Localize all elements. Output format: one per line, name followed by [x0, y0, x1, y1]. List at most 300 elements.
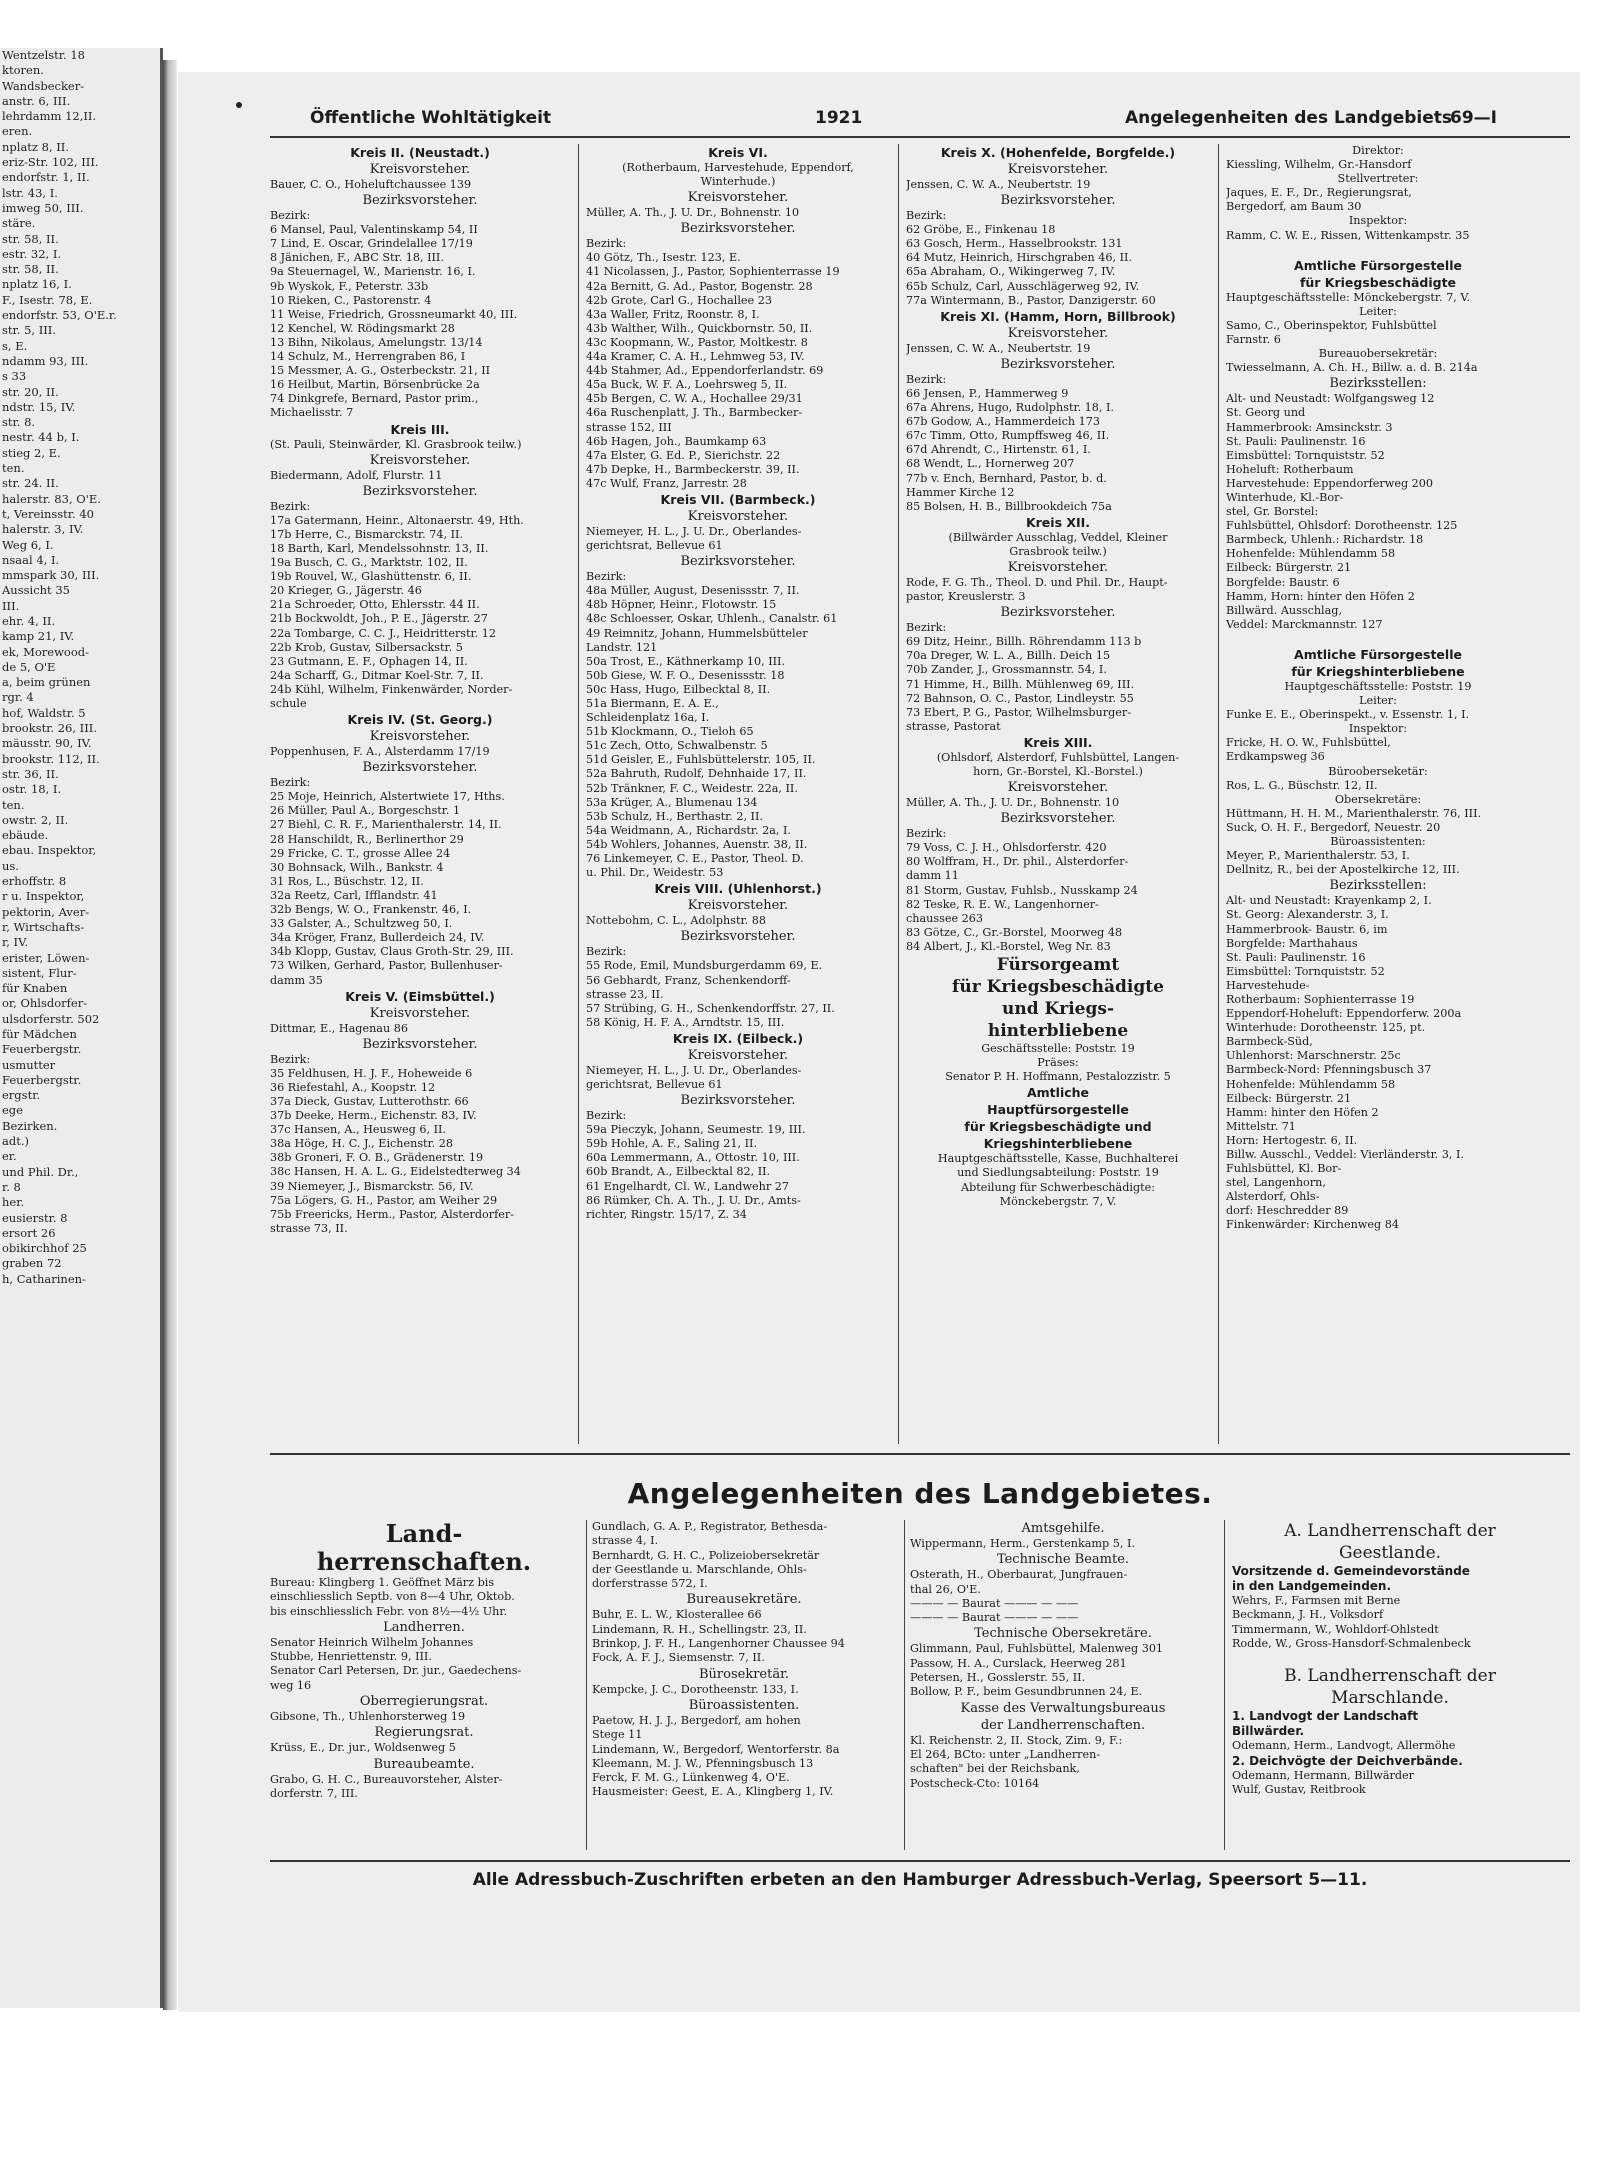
entry-line: Büroassistenten:	[1330, 835, 1426, 849]
entry-line: 17a Gatermann, Heinr., Altonaerstr. 49, Hth.	[270, 513, 524, 527]
prev-page-line: her.	[2, 1195, 25, 1210]
entry-line	[1226, 243, 1530, 257]
entry-line: Meyer, P., Marienthalerstr. 53, I.	[1226, 849, 1410, 863]
entry-line: ——— — Baurat ——— — ——	[910, 1596, 1079, 1610]
entry-line: 39 Niemeyer, J., Bismarckstr. 56, IV.	[270, 1179, 474, 1193]
section-heading: Amtliche Fürsorgestelle	[1294, 647, 1462, 662]
column-3	[906, 144, 1210, 1444]
entry-line: Bezirk:	[906, 209, 947, 223]
subheading: Bürosekretär.	[698, 1666, 789, 1682]
entry-line: 76 Linkemeyer, C. E., Pastor, Theol. D.	[586, 852, 804, 866]
entry-line: 51b Klockmann, O., Tieloh 65	[586, 725, 754, 739]
prev-page-line: ehr. 4, II.	[2, 613, 56, 628]
section-heading: Kriegshinterbliebene	[983, 1136, 1133, 1152]
entry-line: Senator Carl Petersen, Dr. jur., Gaedechens-	[270, 1664, 522, 1678]
prev-page-line: nplatz 8, II.	[2, 139, 70, 154]
entry-line: Bureauobersekretär:	[1318, 347, 1438, 361]
prev-page-line: or, Ohlsdorfer-	[2, 996, 88, 1011]
entry-line: 9a Steuernagel, W., Marienstr. 16, I.	[270, 265, 476, 279]
running-head-right: Angelegenheiten des Landgebiets	[1125, 108, 1453, 128]
entry-line: Fricke, H. O. W., Fuhlsbüttel,	[1226, 736, 1391, 750]
prev-page-line: str. 58, II.	[2, 231, 59, 246]
entry-line: 44a Kramer, C. A. H., Lehmweg 53, IV.	[586, 350, 805, 364]
entry-line: 24a Scharff, G., Ditmar Koel-Str. 7, II.	[270, 668, 484, 682]
entry-line: Michaelisstr. 7	[270, 406, 354, 420]
section-heading: Amtliche Fürsorgestelle	[1294, 257, 1462, 273]
entry-line: Stellvertreter:	[1337, 172, 1419, 186]
entry-line: strasse 73, II.	[270, 1221, 348, 1235]
entry-line: 48a Müller, August, Desenissstr. 7, II.	[586, 584, 800, 598]
entry-line: Uhlenhorst: Marschnerstr. 25c	[1226, 1049, 1401, 1063]
prev-page-line: r u. Inspektor,	[2, 889, 85, 904]
entry-line: 20 Krieger, G., Jägerstr. 46	[270, 584, 422, 598]
entry-line: Farnstr. 6	[1226, 333, 1281, 347]
entry-line: 56 Gebhardt, Franz, Schenkendorff-	[586, 973, 791, 987]
prev-page-line: ebäude.	[2, 828, 49, 843]
bottom-column-2	[592, 1520, 896, 1800]
prev-page-line: Weg 6, I.	[2, 537, 54, 552]
entry-line: 58 König, H. F. A., Arndtstr. 15, III.	[586, 1015, 785, 1029]
prev-page-line: erhoffstr. 8	[2, 874, 67, 889]
prev-page-line: r, IV.	[2, 935, 29, 950]
section-heading: Kreis XII.	[1025, 514, 1091, 530]
entry-line: 6 Mansel, Paul, Valentinskamp 54, II	[270, 223, 478, 237]
entry-line: Borgfelde: Marthahaus	[1226, 936, 1358, 950]
entry-line: 43c Koopmann, W., Pastor, Moltkestr. 8	[586, 335, 808, 349]
section-heading: Kreis III.	[390, 421, 450, 437]
entry-line: Obersekretäre:	[1334, 792, 1422, 806]
prev-page-line: ersort 26	[2, 1225, 56, 1240]
entry-line: Bürooberseketär:	[1328, 764, 1428, 778]
entry-line: St. Georg: Alexanderstr. 3, I.	[1226, 908, 1389, 922]
entry-line: Odemann, Herm., Landvogt, Allermöhe	[1232, 1739, 1456, 1753]
bottom-column-3	[910, 1520, 1216, 1791]
entry-line: 25 Moje, Heinrich, Alstertwiete 17, Hths.	[270, 790, 505, 804]
entry-line: thal 26, O'E.	[910, 1582, 981, 1596]
prev-page-line: ten.	[2, 797, 25, 812]
column-divider	[898, 144, 899, 1444]
entry-line: Postscheck-Cto: 10164	[910, 1776, 1040, 1790]
prev-page-line: str. 20, II.	[2, 384, 59, 399]
entry-line: schule	[270, 697, 307, 710]
section-heading: für Kriegshinterbliebene	[1291, 664, 1465, 679]
entry-line: Bezirk:	[270, 209, 311, 223]
subheading: Kreisvorsteher.	[687, 190, 789, 206]
prev-page-line: str. 24. II.	[2, 476, 59, 491]
subheading: Bezirksvorsteher.	[1000, 605, 1116, 621]
book-gutter	[163, 60, 177, 2010]
entry-line: u. Phil. Dr., Weidestr. 53	[586, 866, 724, 880]
entry-line: stel, Langenhorn,	[1226, 1176, 1326, 1190]
entry-line: 21b Bockwoldt, Joh., P. E., Jägerstr. 27	[270, 612, 488, 626]
entry-line: Bezirk:	[906, 372, 947, 386]
entry-line: 53b Schulz, H., Berthastr. 2, II.	[586, 809, 763, 823]
entry-line: (Billwärder Ausschlag, Veddel, Kleiner	[948, 530, 1168, 544]
prev-page-line: stieg 2, E.	[2, 445, 61, 460]
entry-line: Gundlach, G. A. P., Registrator, Bethesda-	[592, 1520, 828, 1533]
entry-line: Mittelstr. 71	[1226, 1119, 1296, 1133]
entry-line: 52a Bahruth, Rudolf, Dehnhaide 17, II.	[586, 767, 807, 781]
prev-page-line: r. 8	[2, 1179, 21, 1194]
section-heading: Hauptfürsorgestelle	[987, 1102, 1129, 1118]
entry-line: 51a Biermann, E. A. E.,	[586, 697, 719, 710]
entry-line: Direktor:	[1352, 144, 1404, 157]
entry-line: Funke E. E., Oberinspekt., v. Essenstr. 1, I.	[1226, 708, 1470, 722]
entry-line: 73 Wilken, Gerhard, Pastor, Bullenhuser-	[270, 959, 503, 973]
subheading: Kreisvorsteher.	[687, 898, 789, 914]
prev-page-line: Wentzelstr. 18	[2, 48, 85, 62]
entry-line: Barmbeck-Süd,	[1226, 1035, 1313, 1049]
entry-line: 15 Messmer, A. G., Osterbeckstr. 21, II	[270, 364, 491, 378]
entry-line: 80 Wolffram, H., Dr. phil., Alsterdorfer-	[906, 855, 1129, 869]
prev-page-line: F., Isestr. 78, E.	[2, 292, 93, 307]
entry-line: Eilbeck: Bürgerstr. 21	[1226, 1091, 1352, 1105]
subheading: Amtsgehilfe.	[1021, 1521, 1105, 1536]
prev-page-line: Feuerbergstr.	[2, 1072, 82, 1087]
subheading: Bezirksvorsteher.	[362, 483, 478, 499]
prev-page-line: t, Vereinsstr. 40	[2, 506, 94, 521]
entry-line: 34a Kröger, Franz, Bullerdeich 24, IV.	[270, 931, 485, 945]
entry-line: 44b Stahmer, Ad., Eppendorferlandstr. 69	[586, 364, 824, 378]
column-divider	[904, 1520, 905, 1850]
entry-line: pastor, Kreuslerstr. 3	[906, 590, 1026, 604]
entry-line: 50b Giese, W. F. O., Desenissstr. 18	[586, 668, 785, 682]
entry-line: Bezirk:	[270, 776, 311, 790]
subheading: Kreisvorsteher.	[369, 452, 471, 468]
prev-page-line: pektorin, Aver-	[2, 904, 90, 919]
entry-line: 67b Godow, A., Hammerdeich 173	[906, 415, 1100, 429]
prev-page-line: für Knaben	[2, 981, 68, 996]
entry-line: 33 Galster, A., Schultzweg 50, I.	[270, 917, 453, 931]
entry-line: 24b Kühl, Wilhelm, Finkenwärder, Norder-	[270, 682, 513, 696]
entry-line: 84 Albert, J., Kl.-Borstel, Weg Nr. 83	[906, 939, 1111, 953]
entry-line: 26 Müller, Paul A., Borgeschstr. 1	[270, 804, 461, 818]
subheading: 2. Deichvögte der Deichverbände.	[1232, 1753, 1463, 1768]
subheading: Bezirksvorsteher.	[680, 929, 796, 945]
entry-line: Bezirk:	[586, 570, 627, 584]
entry-line: Hohenfelde: Mühlendamm 58	[1226, 1077, 1396, 1091]
subheading: Kreisvorsteher.	[369, 1005, 471, 1021]
entry-line: 83 Götze, C., Gr.-Borstel, Moorweg 48	[906, 925, 1123, 939]
entry-line: Bauer, C. O., Hoheluftchaussee 139	[270, 178, 472, 191]
entry-line: stel, Gr. Borstel:	[1226, 505, 1319, 519]
entry-line: Alsterdorf, Ohls-	[1226, 1190, 1320, 1204]
prev-page-line: anstr. 6, III.	[2, 93, 71, 108]
prev-page-line: mäusstr. 90, IV.	[2, 736, 92, 751]
prev-page-line: Aussicht 35	[2, 583, 70, 598]
entry-line: 12 Kenchel, W. Rödingsmarkt 28	[270, 321, 455, 335]
entry-line: Krüss, E., Dr. jur., Woldsenweg 5	[270, 1741, 456, 1755]
entry-line: St. Pauli: Paulinenstr. 16	[1226, 950, 1366, 964]
entry-line: 11 Weise, Friedrich, Grossneumarkt 40, III.	[270, 307, 518, 321]
entry-line: Hausmeister: Geest, E. A., Klingberg 1, IV.	[592, 1785, 834, 1799]
entry-line: Bernhardt, G. H. C., Polizeiobersekretär	[592, 1548, 820, 1562]
section-heading: Kreis IV. (St. Georg.)	[347, 712, 493, 728]
entry-line: Brinkop, J. F. H., Langenhorner Chaussee 94	[592, 1637, 845, 1651]
prev-page-line: lehrdamm 12,II.	[2, 109, 97, 124]
welfare-directory	[270, 138, 1570, 1455]
entry-line: 27 Biehl, C. R. F., Marienthalerstr. 14, II.	[270, 818, 502, 832]
entry-line: 53a Krüger, A., Blumenau 134	[586, 795, 758, 809]
entry-line: Bezirk:	[270, 1052, 311, 1066]
section-heading: Marschlande.	[1331, 1688, 1449, 1709]
entry-line: 29 Fricke, C. T., grosse Allee 24	[270, 846, 451, 860]
entry-line: Horn: Hertogestr. 6, II.	[1226, 1133, 1358, 1147]
section-heading: Geestlande.	[1338, 1543, 1442, 1563]
entry-line: Lindemann, R. H., Schellingstr. 23, II.	[592, 1622, 807, 1636]
entry-line: Senator P. H. Hoffmann, Pestalozzistr. 5	[945, 1070, 1171, 1084]
entry-line: dorf: Heschredder 89	[1226, 1204, 1349, 1218]
entry-line: Hoheluft: Rotherbaum	[1226, 462, 1354, 476]
entry-line: 67d Ahrendt, C., Hirtenstr. 61, I.	[906, 443, 1091, 457]
entry-line: Poppenhusen, F. A., Alsterdamm 17/19	[270, 745, 490, 759]
entry-line: 18 Barth, Karl, Mendelssohnstr. 13, II.	[270, 541, 489, 555]
entry-line	[1232, 1651, 1548, 1665]
subheading: Technische Obersekretäre.	[974, 1626, 1152, 1642]
subheading: Vorsitzende d. Gemeindevorstände	[1232, 1564, 1470, 1578]
entry-line: Hohenfelde: Mühlendamm 58	[1226, 547, 1396, 561]
prev-page-line: mmspark 30, III.	[2, 568, 100, 583]
entry-line: 75b Freericks, Herm., Pastor, Alsterdorfer-	[270, 1207, 515, 1221]
entry-line: Bezirk:	[586, 1109, 627, 1123]
entry-line: 70a Dreger, W. L. A., Billh. Deich 15	[906, 649, 1111, 663]
subheading: Bezirksvorsteher.	[1000, 811, 1116, 827]
prev-page-line: ostr. 18, I.	[2, 782, 62, 797]
entry-line: Inspektor:	[1348, 214, 1408, 228]
entry-line: St. Georg und	[1226, 406, 1306, 420]
entry-line: gerichtsrat, Bellevue 61	[586, 1077, 723, 1091]
prev-page-line: Wandsbecker-	[2, 78, 85, 93]
prev-page-line: nsaal 4, I.	[2, 552, 60, 567]
entry-line: Suck, O. H. F., Bergedorf, Neuestr. 20	[1226, 820, 1441, 834]
entry-line: Dellnitz, R., bei der Apostelkirche 12, III.	[1226, 863, 1460, 877]
prev-page-line: h, Catharinen-	[2, 1271, 86, 1286]
entry-line: 81 Storm, Gustav, Fuhlsb., Nusskamp 24	[906, 883, 1138, 897]
footer-note: Alle Adressbuch-Zuschriften erbeten an den Hamburger Adressbuch-Verlag, Speersort 5—11.	[472, 1870, 1368, 1890]
entry-line: Fuhlsbüttel, Kl. Bor-	[1226, 1162, 1342, 1176]
entry-line: Kempcke, J. C., Dorotheenstr. 133, I.	[592, 1682, 799, 1696]
section-title: Angelegenheiten des Landgebietes.	[627, 1477, 1213, 1510]
subheading: Bezirksvorsteher.	[680, 554, 796, 570]
entry-line: Alt- und Neustadt: Krayenkamp 2, I.	[1226, 894, 1432, 908]
prev-page-line: kamp 21, IV.	[2, 629, 75, 644]
entry-line: Senator Heinrich Wilhelm Johannes	[270, 1635, 474, 1649]
entry-line: Bureau: Klingberg 1. Geöffnet März bis	[270, 1576, 495, 1589]
prev-page-line: adt.)	[2, 1134, 29, 1149]
prev-page-line: endorfstr. 53, O'E.r.	[2, 308, 117, 323]
entry-line: ——— — Baurat ——— — ——	[910, 1611, 1079, 1625]
running-head	[270, 102, 1570, 138]
bottom-column-4	[1232, 1520, 1548, 1797]
subheading: Kreisvorsteher.	[687, 508, 789, 524]
column-divider	[1224, 1520, 1225, 1850]
entry-line: Jenssen, C. W. A., Neubertstr. 19	[906, 341, 1091, 355]
prev-page-line: brookstr. 112, II.	[2, 751, 100, 766]
prev-page-line: brookstr. 26, III.	[2, 721, 97, 736]
entry-line: Bezirk:	[906, 621, 947, 635]
entry-line: Hauptgeschäftsstelle: Mönckebergstr. 7, V.	[1226, 290, 1471, 304]
entry-line: 64 Mutz, Heinrich, Hirschgraben 46, II.	[906, 251, 1132, 265]
entry-line: Osterath, H., Oberbaurat, Jungfrauen-	[910, 1568, 1128, 1582]
entry-line: 75a Lögers, G. H., Pastor, am Weiher 29	[270, 1193, 498, 1207]
entry-line: Biedermann, Adolf, Flurstr. 11	[270, 468, 443, 482]
section-heading: für Kriegsbeschädigte und	[964, 1119, 1152, 1135]
column-4	[1226, 144, 1530, 1444]
entry-line: 9b Wyskok, F., Peterstr. 33b	[270, 279, 429, 293]
entry-line: dorferstrasse 572, I.	[592, 1577, 708, 1591]
entry-line: 77a Wintermann, B., Pastor, Danzigerstr. 60	[906, 293, 1156, 307]
entry-line: weg 16	[270, 1678, 312, 1692]
entry-line: Hammerbrook- Baustr. 6, im	[1226, 922, 1388, 936]
subheading: Bezirksvorsteher.	[362, 760, 478, 776]
entry-line: 48b Höpner, Heinr., Flotowstr. 15	[586, 598, 777, 612]
subheading: Kreisvorsteher.	[369, 729, 471, 745]
entry-line: Grasbrook teilw.)	[1009, 544, 1107, 558]
prev-page-line: s, E.	[2, 338, 28, 353]
entry-line: 38a Höge, H. C. J., Eichenstr. 28	[270, 1137, 454, 1151]
running-head-year: 1921	[815, 108, 863, 128]
entry-line: (Ohlsdorf, Alsterdorf, Fuhlsbüttel, Langen-	[936, 750, 1180, 764]
entry-line: 22a Tombarge, C. C. J., Heidritterstr. 12	[270, 626, 497, 640]
entry-line: (Rotherbaum, Harvestehude, Eppendorf,	[622, 161, 854, 174]
entry-line: Alt- und Neustadt: Wolfgangsweg 12	[1226, 392, 1435, 406]
prev-page-line: er.	[2, 1149, 17, 1164]
prev-page-line: us.	[2, 858, 19, 873]
column-divider	[578, 144, 579, 1444]
entry-line: 67c Timm, Otto, Rumpffsweg 46, II.	[906, 429, 1110, 443]
entry-line: der Geestlande u. Marschlande, Ohls-	[592, 1562, 807, 1576]
entry-line: Ramm, C. W. E., Rissen, Wittenkampstr. 35	[1226, 228, 1470, 242]
entry-line: richter, Ringstr. 15/17, Z. 34	[586, 1207, 747, 1221]
entry-line: 36 Riefestahl, A., Koopstr. 12	[270, 1080, 436, 1094]
entry-line: Petersen, H., Gosslerstr. 55, II.	[910, 1671, 1086, 1685]
section-heading: Kreis VII. (Barmbeck.)	[660, 491, 816, 507]
entry-line: 34b Klopp, Gustav, Claus Groth-Str. 29, III.	[270, 945, 514, 959]
entry-line: 77b v. Ench, Bernhard, Pastor, b. d.	[906, 471, 1107, 485]
entry-line: damm 35	[270, 973, 323, 987]
entry-line: Wippermann, Herm., Gerstenkamp 5, I.	[910, 1537, 1135, 1550]
entry-line: Eilbeck: Bürgerstr. 21	[1226, 561, 1352, 575]
entry-line: 55 Rode, Emil, Mundsburgerdamm 69, E.	[586, 959, 823, 973]
prev-page-line: endorfstr. 1, II.	[2, 170, 90, 185]
prev-page-line: obikirchhof 25	[2, 1241, 87, 1256]
subheading: Landherren.	[383, 1619, 465, 1635]
prev-page-line: ulsdorferstr. 502	[2, 1011, 100, 1026]
entry-line: Finkenwärder: Kirchenweg 84	[1226, 1218, 1399, 1232]
entry-line: Hauptgeschäftsstelle: Poststr. 19	[1284, 680, 1472, 693]
section-heading: hinterbliebene	[987, 1021, 1129, 1042]
entry-line: Jaques, E. F., Dr., Regierungsrat,	[1226, 186, 1412, 200]
entry-line: 60b Brandt, A., Eilbecktal 82, II.	[586, 1165, 771, 1179]
prev-page-line: sistent, Flur-	[2, 965, 77, 980]
entry-line: Kiessling, Wilhelm, Gr.-Hansdorf	[1226, 158, 1412, 172]
subheading: Billwärder.	[1232, 1724, 1305, 1739]
entry-line: Kl. Reichenstr. 2, II. Stock, Zim. 9, F.:	[910, 1733, 1123, 1747]
entry-line: 85 Bolsen, H. B., Billbrookdeich 75a	[906, 499, 1112, 513]
entry-line: 62 Gröbe, E., Finkenau 18	[906, 223, 1056, 237]
entry-line: 42a Bernitt, G. Ad., Pastor, Bogenstr. 28	[586, 279, 813, 293]
prev-page-line: ndamm 93, III.	[2, 353, 89, 368]
subheading: der Landherrenschaften.	[980, 1717, 1146, 1733]
entry-line: bis einschliesslich Febr. von 8½—4½ Uhr.	[270, 1604, 508, 1618]
entry-line: Bezirk:	[906, 827, 947, 841]
entry-line: Erdkampsweg 36	[1226, 750, 1325, 764]
subheading: Bezirksvorsteher.	[362, 193, 478, 209]
entry-line: Bezirk:	[270, 499, 311, 513]
entry-line: 63 Gosch, Herm., Hasselbrookstr. 131	[906, 237, 1123, 251]
prev-page-line: imweg 50, III.	[2, 200, 84, 215]
entry-line: 37a Dieck, Gustav, Lutterothstr. 66	[270, 1094, 469, 1108]
page	[178, 72, 1580, 2012]
prev-page-line: halerstr. 3, IV.	[2, 522, 84, 537]
entry-line: Billwärd. Ausschlag,	[1226, 603, 1343, 617]
entry-line: 50c Hass, Hugo, Eilbecktal 8, II.	[586, 682, 771, 696]
entry-line: 16 Heilbut, Martin, Börsenbrücke 2a	[270, 378, 480, 392]
entry-line: 69 Ditz, Heinr., Billh. Röhrendamm 113 b	[906, 635, 1142, 649]
prev-page-line: rgr. 4	[2, 690, 34, 705]
subheading: Oberregierungsrat.	[359, 1694, 489, 1710]
entry-line: 51c Zech, Otto, Schwalbenstr. 5	[586, 739, 768, 753]
entry-line: Niemeyer, H. L., J. U. Dr., Oberlandes-	[586, 1063, 802, 1077]
section-heading: Kreis X. (Hohenfelde, Borgfelde.)	[940, 145, 1176, 160]
entry-line: Hamm: hinter den Höfen 2	[1226, 1105, 1379, 1119]
subheading: Bezirksvorsteher.	[1000, 193, 1116, 209]
prev-page-line: eusierstr. 8	[2, 1210, 68, 1225]
column-divider	[1218, 144, 1219, 1444]
entry-line: Landstr. 121	[586, 640, 658, 654]
entry-line: Eppendorf-Hoheluft: Eppendorferw. 200a	[1226, 1007, 1462, 1021]
entry-line: Hammer Kirche 12	[906, 485, 1015, 499]
section-heading: Land-	[385, 1520, 463, 1548]
entry-line: Fock, A. F. J., Siemsenstr. 7, II.	[592, 1651, 765, 1665]
entry-line: 66 Jensen, P., Hammerweg 9	[906, 386, 1069, 400]
entry-line: Winterhude: Dorotheenstr. 125, pt.	[1226, 1021, 1426, 1035]
entry-line: Jenssen, C. W. A., Neubertstr. 19	[906, 178, 1091, 191]
entry-line: gerichtsrat, Bellevue 61	[586, 539, 723, 553]
entry-line: Geschäftsstelle: Poststr. 19	[981, 1042, 1135, 1056]
section-heading: herrenschaften.	[316, 1548, 532, 1576]
entry-line: Veddel: Marckmannstr. 127	[1226, 617, 1383, 631]
prev-page-line: ndstr. 15, IV.	[2, 399, 76, 414]
prev-page-line: nplatz 16, I.	[2, 277, 72, 292]
entry-line: Passow, H. A., Curslack, Heerweg 281	[910, 1656, 1127, 1670]
entry-line: 40 Götz, Th., Isestr. 123, E.	[586, 251, 741, 265]
section-heading: A. Landherrenschaft der	[1284, 1521, 1496, 1541]
entry-line: 68 Wendt, L., Hornerweg 207	[906, 457, 1075, 471]
entry-line: St. Pauli: Paulinenstr. 16	[1226, 434, 1366, 448]
prev-page-line: str. 36, II.	[2, 766, 59, 781]
section-heading: B. Landherrenschaft der	[1284, 1666, 1496, 1687]
entry-line: 59b Hohle, A. F., Saling 21, II.	[586, 1137, 757, 1151]
subheading: Kreisvorsteher.	[1007, 780, 1109, 796]
entry-line: 30 Bohnsack, Wilh., Bankstr. 4	[270, 860, 444, 874]
entry-line: 48c Schloesser, Oskar, Uhlenh., Canalstr. 61	[586, 612, 838, 626]
subheading: in den Landgemeinden.	[1232, 1579, 1392, 1593]
entry-line: Inspektor:	[1348, 722, 1408, 736]
entry-line: 22b Krob, Gustav, Silbersackstr. 5	[270, 640, 463, 654]
subheading: Technische Beamte.	[996, 1552, 1130, 1568]
prev-page-line: usmutter	[2, 1057, 56, 1072]
section-heading: für Kriegsbeschädigte	[1299, 274, 1457, 290]
entry-line: dorferstr. 7, III.	[270, 1786, 358, 1800]
section-heading: Kreis XI. (Hamm, Horn, Billbrook)	[940, 308, 1176, 324]
entry-line: 45a Buck, W. F. A., Loehrsweg 5, II.	[586, 378, 788, 392]
prev-page-line: estr. 32, I.	[2, 246, 62, 261]
entry-line: Barmbeck-Nord: Pfenningsbusch 37	[1226, 1063, 1432, 1077]
entry-line: Winterhude.)	[700, 175, 776, 189]
entry-line: 52b Tränkner, F. C., Weidestr. 22a, II.	[586, 781, 798, 795]
entry-line: 10 Rieken, C., Pastorenstr. 4	[270, 293, 432, 307]
